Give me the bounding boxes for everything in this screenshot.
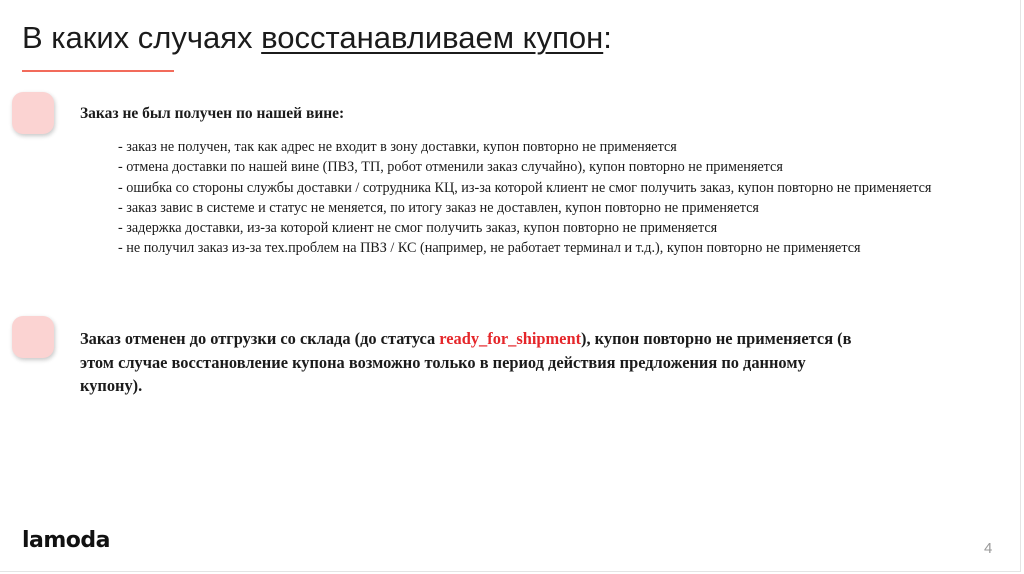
list-item: - ошибка со стороны службы доставки / сотрудника КЦ, из-за которой клиент не смог получить заказ, купон повторно не применяется [118, 179, 932, 196]
title-suffix: : [603, 20, 612, 55]
bullet-marker-1 [12, 92, 54, 134]
page-number: 4 [984, 540, 993, 557]
list-item: - отмена доставки по нашей вине (ПВЗ, ТП, робот отменили заказ случайно), купон повторно не применяется [118, 159, 783, 176]
lamoda-logo: lamoda [22, 528, 111, 553]
section2-before: Заказ отменен до отгрузки со склада (до статуса [80, 329, 440, 348]
slide-title [22, 20, 612, 56]
section2-after: ), купон повторно не применяется (в этом случае восстановление купона возможно только в период действия предложения по данному купону). [80, 329, 852, 395]
title-accent-line [22, 70, 174, 72]
section1-list [118, 137, 948, 259]
title-prefix: В каких случаях [22, 20, 262, 55]
status-keyword: ready_for_shipment [439, 329, 582, 348]
list-item: - задержка доставки, из-за которой клиент не смог получить заказ, купон повторно не применяется [118, 220, 718, 237]
section1-heading: Заказ не был получен по нашей вине: [80, 105, 345, 122]
list-item: - заказ завис в системе и статус не меняется, по итогу заказ не доставлен, купон повторно не применяется [118, 199, 759, 216]
title-underlined: восстанавливаем купон [261, 20, 604, 55]
bullet-marker-2 [12, 316, 54, 358]
list-item: - не получил заказ из-за тех.проблем на ПВЗ / КС (например, не работает терминал и т.д.), купон повторно не применяется [118, 240, 861, 257]
section2-paragraph [80, 327, 860, 398]
list-item: - заказ не получен, так как адрес не входит в зону доставки, купон повторно не применяется [118, 139, 677, 155]
